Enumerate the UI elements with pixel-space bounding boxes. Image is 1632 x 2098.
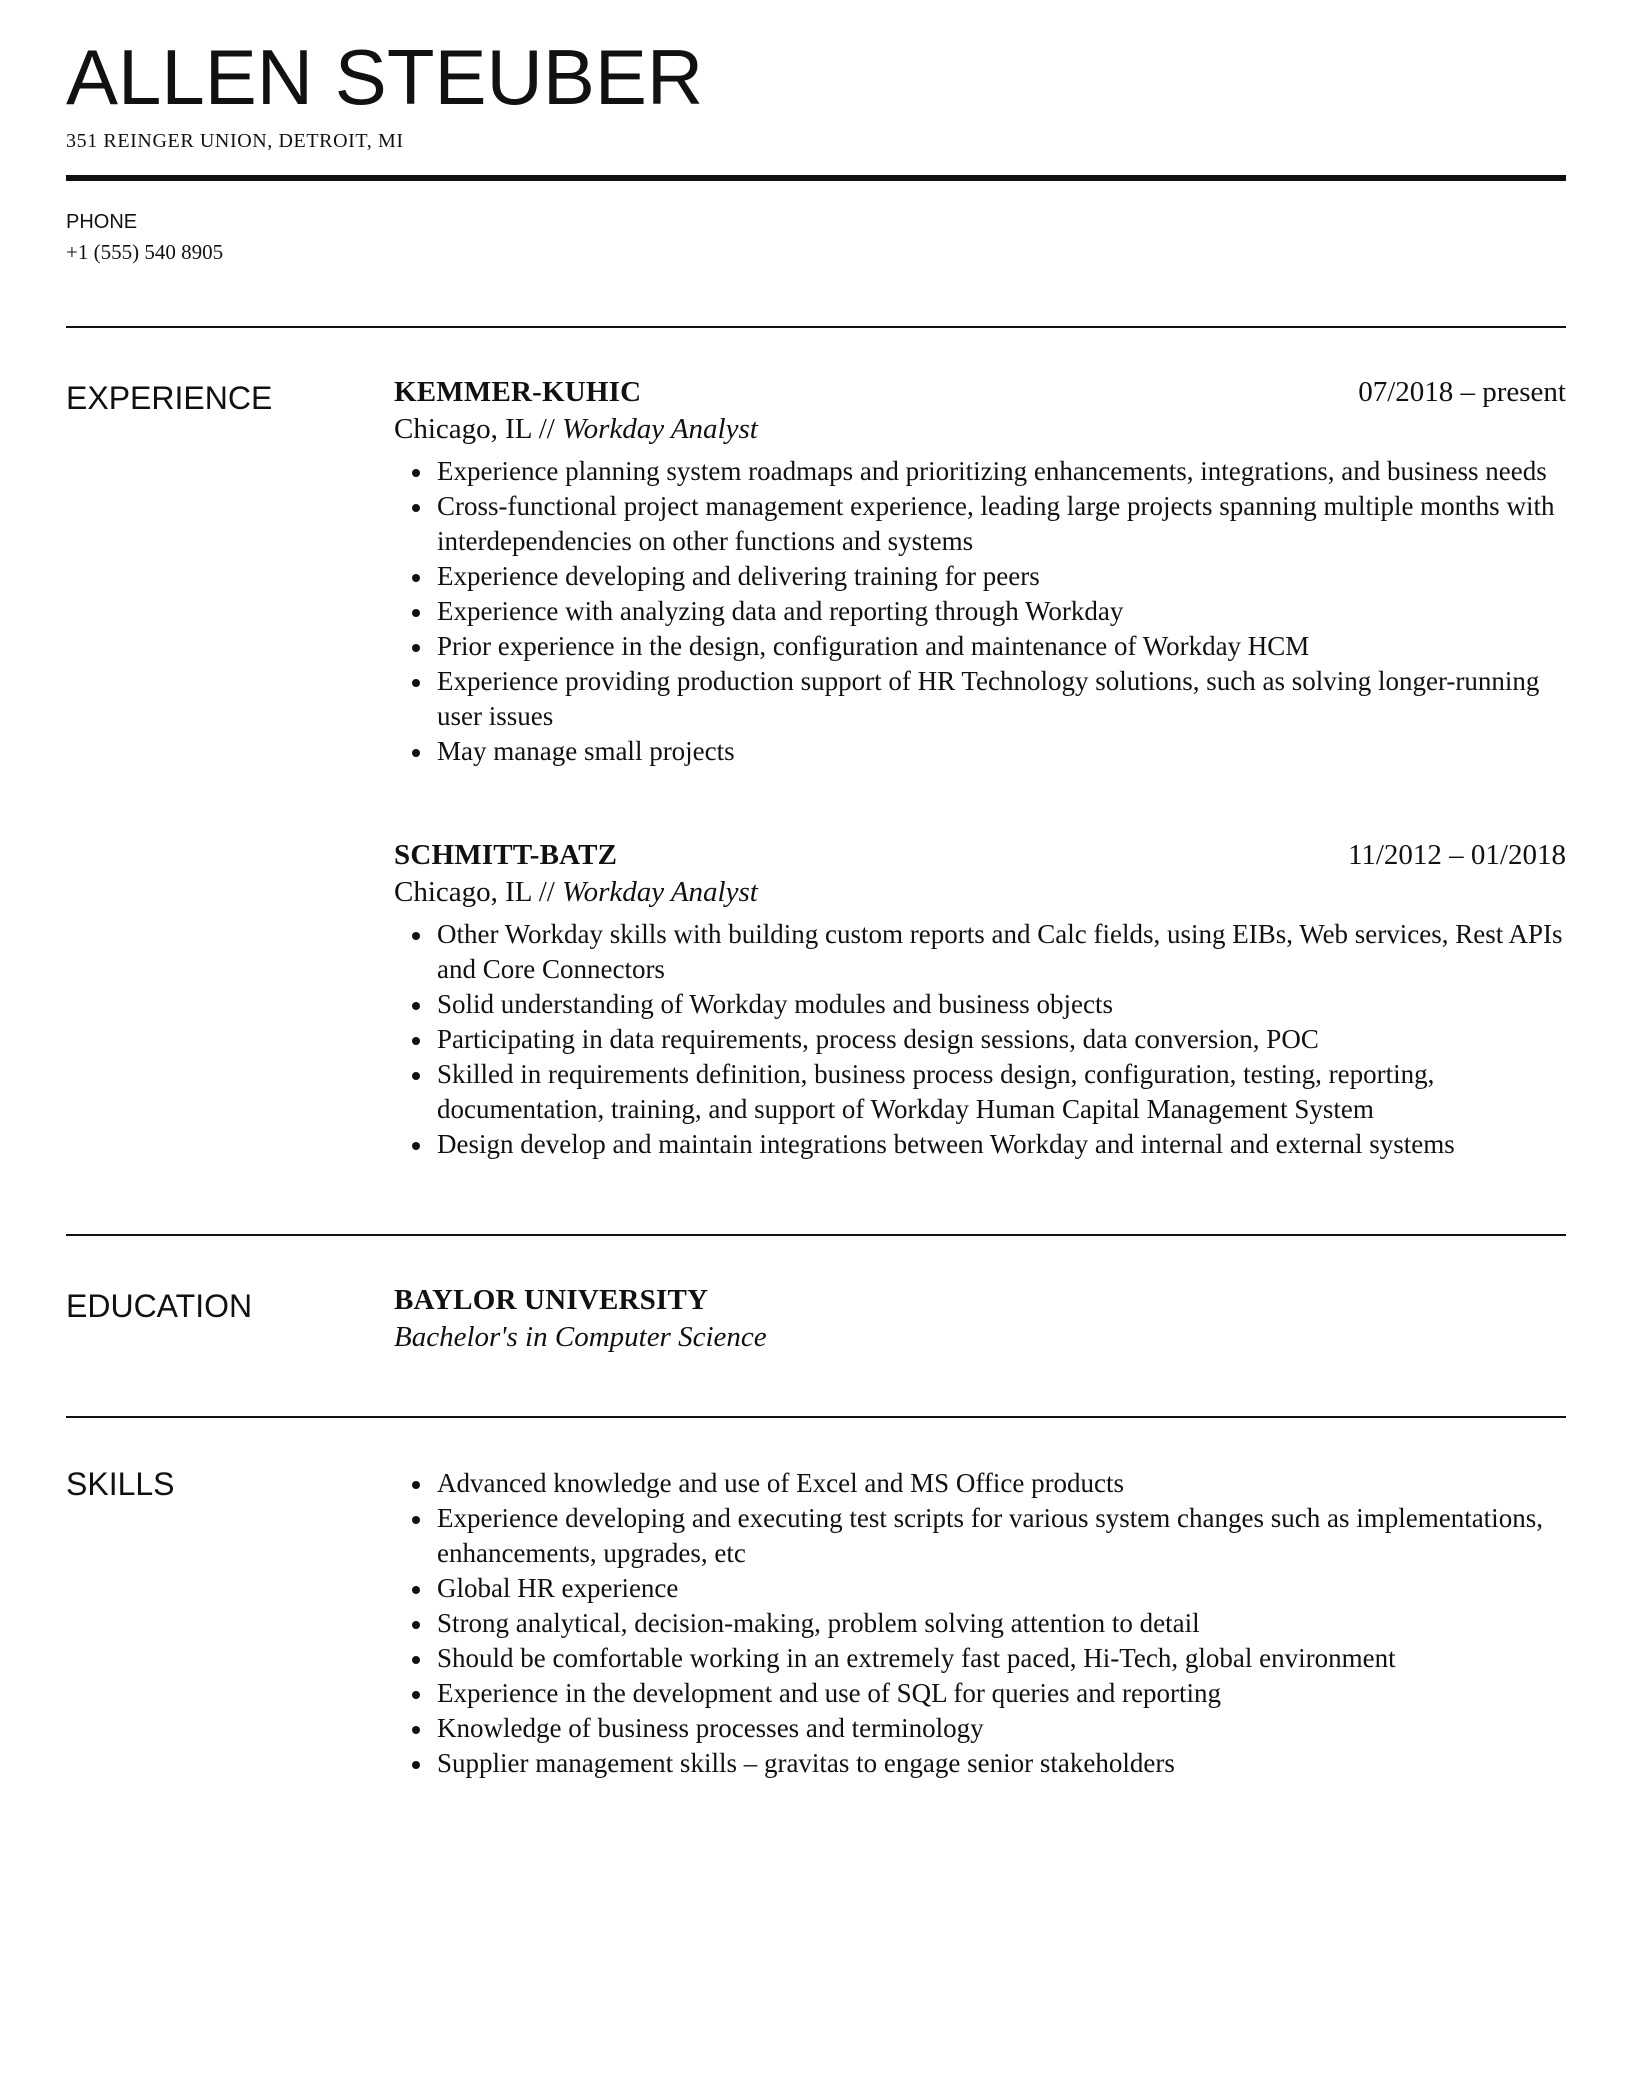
skills-title: SKILLS <box>66 1466 175 1502</box>
experience-section <box>66 376 1566 1162</box>
candidate-address: 351 REINGER UNION, DETROIT, MI <box>66 130 404 152</box>
section-divider <box>66 1234 1566 1236</box>
section-divider <box>66 1416 1566 1418</box>
list-item: Knowledge of business processes and terminology <box>394 1711 1566 1746</box>
job-entry <box>394 839 1566 1162</box>
list-item: Strong analytical, decision-making, problem solving attention to detail <box>394 1606 1566 1641</box>
header-divider <box>66 175 1566 181</box>
list-item: Participating in data requirements, process design sessions, data conversion, POC <box>394 1022 1566 1057</box>
list-item: Experience developing and executing test scripts for various system changes such as implementations, enhancements, upgrades, etc <box>394 1501 1566 1571</box>
job-separator: // <box>538 413 555 445</box>
job-header <box>394 839 1566 872</box>
list-item: Cross-functional project management experience, leading large projects spanning multiple months with interdependencies on other functions and systems <box>394 489 1566 559</box>
job-dates: 11/2012 – 01/2018 <box>1347 839 1566 871</box>
list-item: Experience planning system roadmaps and prioritizing enhancements, integrations, and business needs <box>394 454 1566 489</box>
list-item: Design develop and maintain integrations between Workday and internal and external systems <box>394 1127 1566 1162</box>
list-item: Global HR experience <box>394 1571 1566 1606</box>
list-item: Experience in the development and use of SQL for queries and reporting <box>394 1676 1566 1711</box>
list-item: Solid understanding of Workday modules and business objects <box>394 987 1566 1022</box>
job-header <box>394 376 1566 409</box>
education-section <box>66 1284 1566 1354</box>
experience-body <box>394 376 1566 1162</box>
education-title: EDUCATION <box>66 1288 253 1324</box>
skills-section <box>66 1466 1566 1781</box>
skills-body <box>394 1466 1566 1781</box>
experience-title: EXPERIENCE <box>66 380 273 416</box>
resume-page <box>66 0 1566 1781</box>
candidate-name: ALLEN STEUBER <box>66 33 704 121</box>
list-item: Prior experience in the design, configuration and maintenance of Workday HCM <box>394 629 1566 664</box>
list-item: Advanced knowledge and use of Excel and MS Office products <box>394 1466 1566 1501</box>
list-item: Skilled in requirements definition, business process design, configuration, testing, reporting, documentation, training, and support of Workday Human Capital Management System <box>394 1057 1566 1127</box>
job-dates: 07/2018 – present <box>1358 376 1566 408</box>
job-separator: // <box>538 876 555 908</box>
company-name: KEMMER-KUHIC <box>394 376 642 408</box>
list-item: Experience with analyzing data and reporting through Workday <box>394 594 1566 629</box>
job-subline <box>394 876 1566 909</box>
company-name: SCHMITT-BATZ <box>394 839 618 871</box>
section-divider <box>66 326 1566 328</box>
job-subline <box>394 413 1566 446</box>
education-body <box>394 1284 1566 1354</box>
list-item: Other Workday skills with building custom reports and Calc fields, using EIBs, Web services, Rest APIs and Core Connectors <box>394 917 1566 987</box>
job-location: Chicago, IL <box>394 413 532 445</box>
list-item: May manage small projects <box>394 734 1566 769</box>
phone-value: +1 (555) 540 8905 <box>66 240 224 264</box>
degree: Bachelor's in Computer Science <box>394 1321 767 1353</box>
job-bullets <box>394 454 1566 769</box>
job-entry <box>394 376 1566 769</box>
list-item: Experience developing and delivering training for peers <box>394 559 1566 594</box>
phone-label: PHONE <box>66 211 138 233</box>
list-item: Experience providing production support of HR Technology solutions, such as solving longer-running user issues <box>394 664 1566 734</box>
job-bullets <box>394 917 1566 1162</box>
list-item: Should be comfortable working in an extremely fast paced, Hi-Tech, global environment <box>394 1641 1566 1676</box>
list-item: Supplier management skills – gravitas to engage senior stakeholders <box>394 1746 1566 1781</box>
job-location: Chicago, IL <box>394 876 532 908</box>
job-role: Workday Analyst <box>562 413 758 445</box>
skills-list <box>394 1466 1566 1781</box>
job-role: Workday Analyst <box>562 876 758 908</box>
school-name: BAYLOR UNIVERSITY <box>394 1284 709 1316</box>
